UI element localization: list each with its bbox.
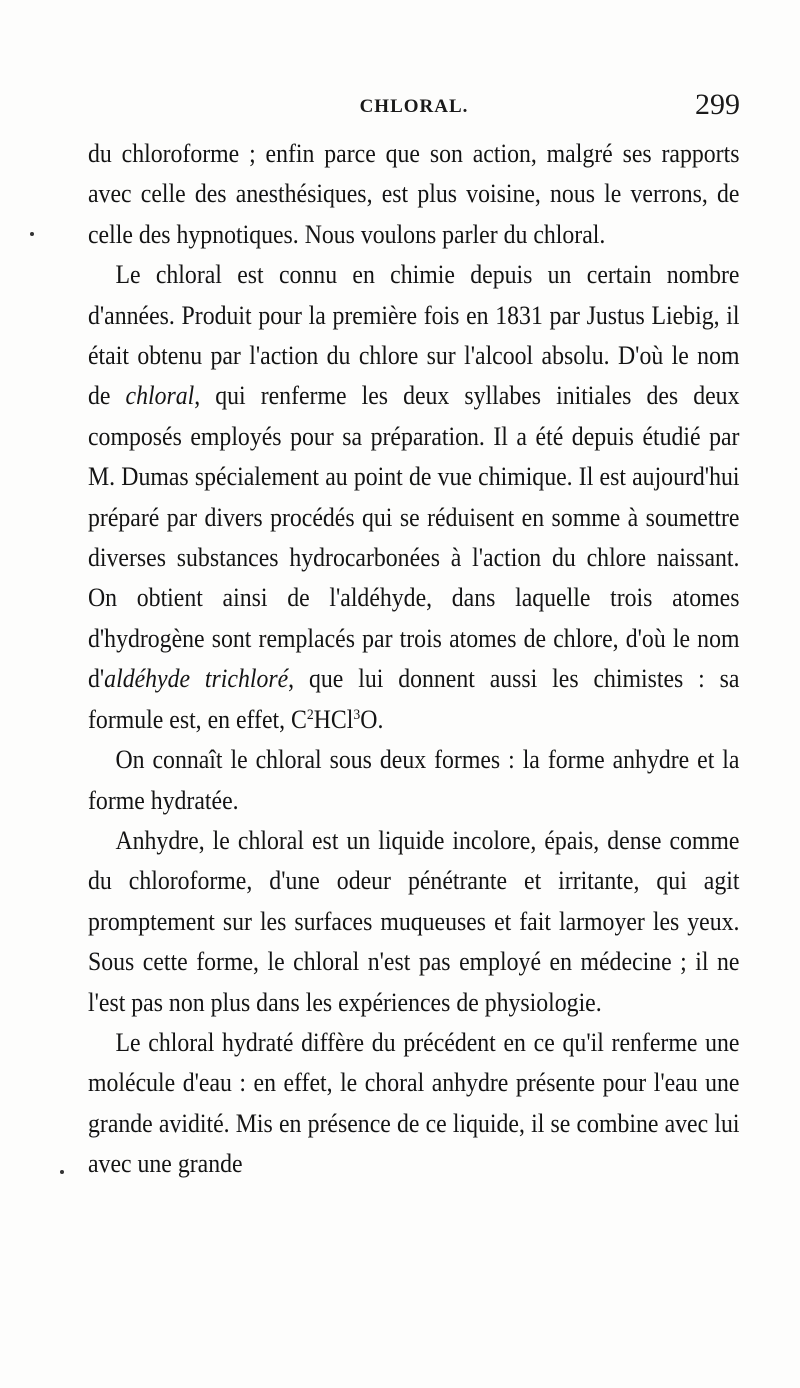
margin-mark <box>30 232 34 236</box>
text-run: du chloroforme ; enfin parce que son action, malgré ses rapports avec celle des anesthésiques, est plus voisine, nous le verrons, de celle des hypnotiques. Nous voulons parler du chloral. <box>88 139 740 249</box>
text-run: Le chloral hydraté diffère du précédent en ce qu'il renferme une molécule d'eau : en effet, le choral anhydre présente pour l'eau une grande avidité. Mis en présence de ce liquide, il se combine avec lui avec une grande <box>88 1027 740 1179</box>
paragraph-p4 <box>88 821 739 1023</box>
text-run: Le chloral est connu en chimie depuis un certain nombre d'années. Produit pour la première fois en 1831 par Justus Liebig, il était obtenu par l'action du chlore sur l'alcool absolu. D'où le nom de <box>88 260 740 411</box>
paragraph-p2 <box>88 255 739 740</box>
superscript: 3 <box>353 706 361 723</box>
text-run: , qui renferme les deux syllabes initiales des deux composés employés pour sa préparation. Il a été depuis étudié par M. Dumas spécialement au point de vue chimique. Il est aujourd'hui préparé par divers procédés qui se réduisent en somme à soumettre diverses substances hydrocarbonées à l'action du chlore naissant. On obtient ainsi de l'aldéhyde, dans laquelle trois atomes d'hydrogène sont remplacés par trois atomes de chlore, d'où le nom d' <box>88 381 740 694</box>
text-run: HCl <box>313 704 354 734</box>
text-run: O. <box>360 704 384 734</box>
paragraph-p3 <box>88 740 739 821</box>
text-run: Anhydre, le chloral est un liquide incolore, épais, dense comme du chloroforme, d'une odeur pénétrante et irritante, qui agit promptement sur les surfaces muqueuses et fait larmoyer les yeux. Sous cette forme, le chloral n'est pas employé en médecine ; il ne l'est pas non plus dans les expériences de physiologie. <box>88 825 740 1017</box>
paragraph-p1 <box>88 134 739 255</box>
italic-term: chloral <box>125 381 195 411</box>
margin-mark <box>60 1170 64 1174</box>
text-run: On connaît le chloral sous deux formes : la forme anhydre et la forme hydratée. <box>88 745 740 815</box>
paragraph-p5 <box>88 1023 739 1185</box>
text-run: , que lui donnent aussi les chimistes : sa formule est, en effet, C <box>88 664 740 734</box>
body-text <box>88 134 739 1185</box>
italic-term: aldéhyde trichloré <box>104 664 289 694</box>
running-title: CHLORAL. <box>359 96 469 117</box>
page-number: 299 <box>695 88 740 121</box>
superscript: 2 <box>306 706 314 723</box>
running-head <box>88 90 740 126</box>
